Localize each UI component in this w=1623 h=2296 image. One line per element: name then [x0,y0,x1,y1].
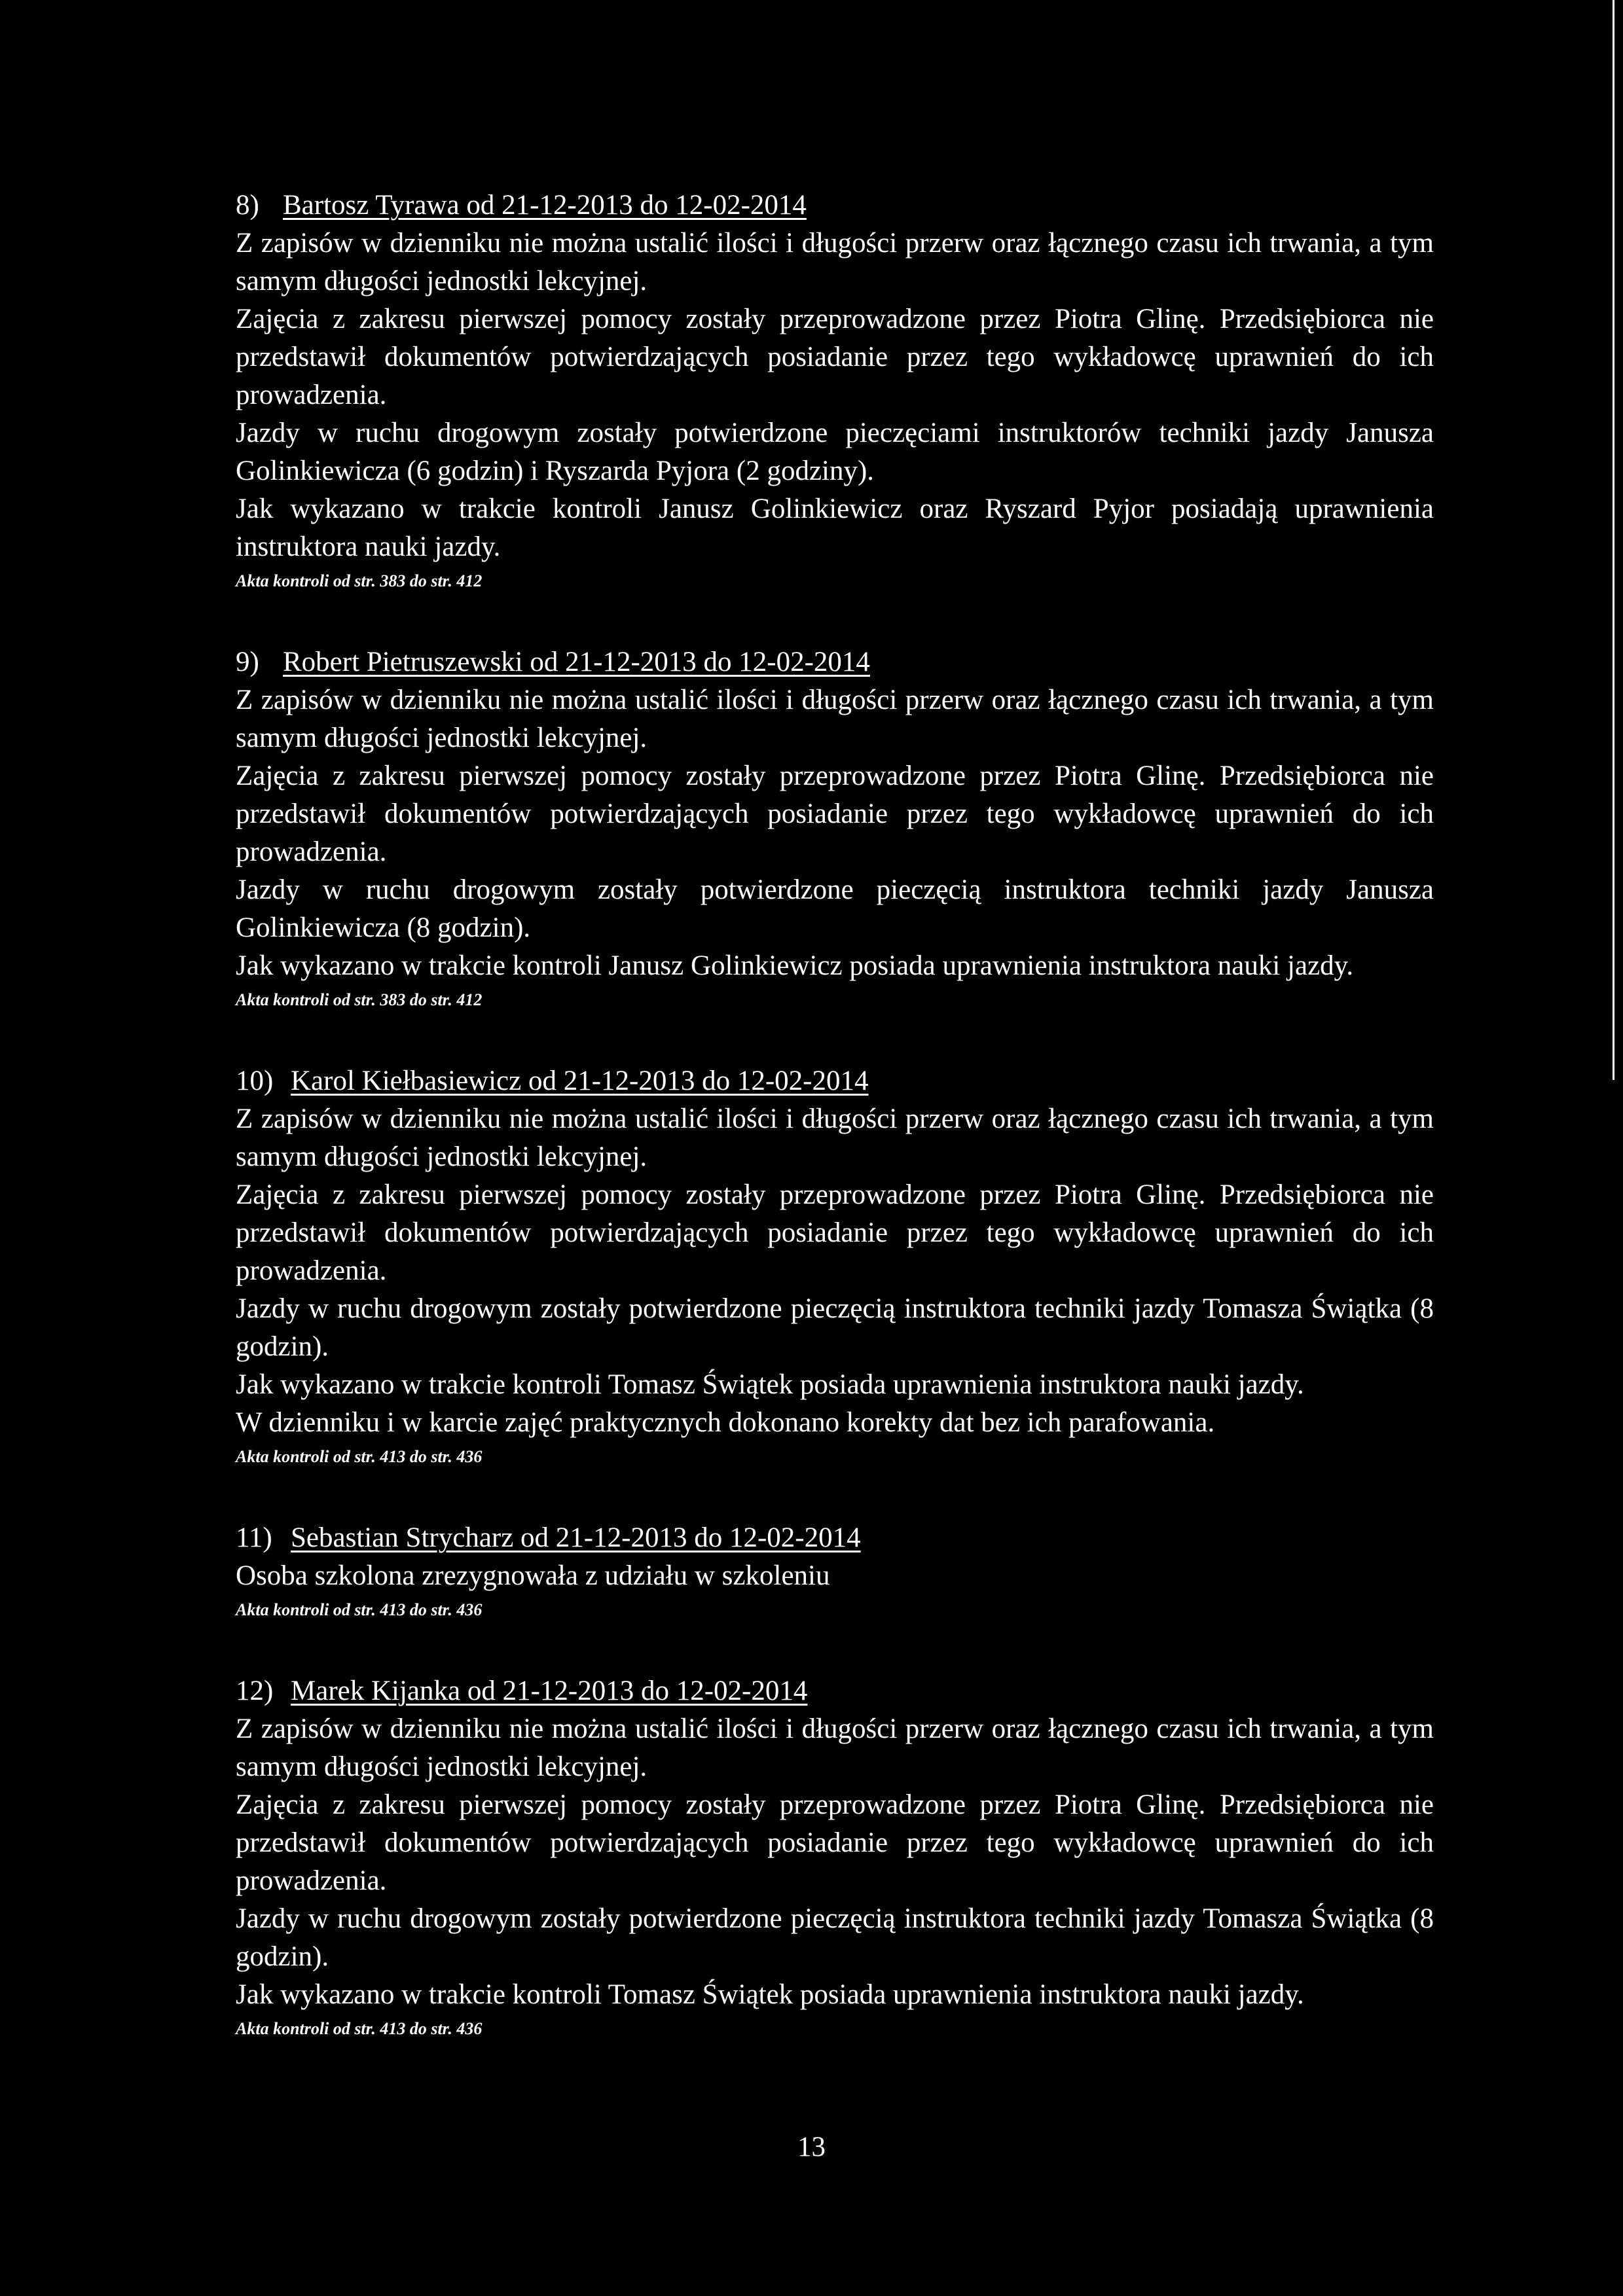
entry-8 [236,187,1434,592]
entry-paragraph: W dzienniku i w karcie zajęć praktycznych dokonano korekty dat bez ich parafowania. [236,1407,1215,1438]
entry-9 [236,643,1434,1011]
entry-paragraph: Zajęcia z zakresu pierwszej pomocy zostały przeprowadzone przez Piotra Glinę. Przedsiębiorca nie przedstawił dokumentów potwierdzających posiadanie przez tego wykładowcę uprawnień do ich prowadzenia. [236,1789,1434,1896]
page-number: 13 [797,2132,826,2162]
entry-paragraph: Jak wykazano w trakcie kontroli Tomasz Świątek posiada uprawnienia instruktora nauki jazdy. [236,1979,1304,2010]
entry-number: 11) [236,1522,272,1553]
entry-number: 10) [236,1066,274,1096]
page-edge-line [1613,0,1614,1080]
entry-paragraph: Osoba szkolona zrezygnowała z udziału w szkoleniu [236,1560,830,1591]
entry-title: Bartosz Tyrawa od 21-12-2013 do 12-02-2014 [283,190,807,221]
entry-12 [236,1672,1434,2040]
entry-paragraph: Z zapisów w dzienniku nie można ustalić ilości i długości przerw oraz łącznego czasu ich trwania, a tym samym długości jednostki lekcyjnej. [236,1713,1434,1782]
entry-reference: Akta kontroli od str. 413 do str. 436 [236,2019,483,2038]
document-page [236,187,1434,2091]
entry-paragraph: Jazdy w ruchu drogowym zostały potwierdzone pieczęcią instruktora techniki jazdy Tomasza Świątka (8 godzin). [236,1903,1434,1972]
entry-number: 8) [236,190,259,221]
entry-heading [236,1062,1434,1100]
entry-paragraph: Jak wykazano w trakcie kontroli Janusz Golinkiewicz posiada uprawnienia instruktora nauki jazdy. [236,950,1354,981]
entry-heading [236,1519,1434,1557]
entry-title: Sebastian Strycharz od 21-12-2013 do 12-02-2014 [291,1522,861,1553]
entry-heading [236,643,1434,681]
entry-10 [236,1062,1434,1468]
entry-title: Marek Kijanka od 21-12-2013 do 12-02-2014 [291,1676,808,1706]
entry-title: Karol Kiełbasiewicz od 21-12-2013 do 12-02-2014 [291,1066,869,1096]
entry-paragraph: Z zapisów w dzienniku nie można ustalić ilości i długości przerw oraz łącznego czasu ich trwania, a tym samym długości jednostki lekcyjnej. [236,1103,1434,1172]
entry-11 [236,1519,1434,1621]
entry-paragraph: Jazdy w ruchu drogowym zostały potwierdzone pieczęcią instruktora techniki jazdy Tomasza Świątka (8 godzin). [236,1293,1434,1362]
entry-number: 12) [236,1676,274,1706]
entry-number: 9) [236,647,259,677]
entry-paragraph: Z zapisów w dzienniku nie można ustalić ilości i długości przerw oraz łącznego czasu ich trwania, a tym samym długości jednostki lekcyjnej. [236,685,1434,753]
entry-reference: Akta kontroli od str. 413 do str. 436 [236,1600,483,1619]
entry-paragraph: Zajęcia z zakresu pierwszej pomocy zostały przeprowadzone przez Piotra Glinę. Przedsiębiorca nie przedstawił dokumentów potwierdzających posiadanie przez tego wykładowcę uprawnień do ich prowadzenia. [236,1179,1434,1286]
entry-paragraph: Jazdy w ruchu drogowym zostały potwierdzone pieczęciami instruktorów techniki jazdy Janusza Golinkiewicza (6 godzin) i Ryszarda Pyjora (2 godziny). [236,418,1434,486]
entry-heading [236,187,1434,224]
entry-title: Robert Pietruszewski od 21-12-2013 do 12-02-2014 [283,647,870,677]
entry-reference: Akta kontroli od str. 383 do str. 412 [236,571,483,590]
entry-paragraph: Zajęcia z zakresu pierwszej pomocy zostały przeprowadzone przez Piotra Glinę. Przedsiębiorca nie przedstawił dokumentów potwierdzających posiadanie przez tego wykładowcę uprawnień do ich prowadzenia. [236,761,1434,867]
entry-reference: Akta kontroli od str. 383 do str. 412 [236,990,483,1009]
entry-paragraph: Jak wykazano w trakcie kontroli Tomasz Świątek posiada uprawnienia instruktora nauki jazdy. [236,1369,1304,1400]
entry-paragraph: Zajęcia z zakresu pierwszej pomocy zostały przeprowadzone przez Piotra Glinę. Przedsiębiorca nie przedstawił dokumentów potwierdzających posiadanie przez tego wykładowcę uprawnień do ich prowadzenia. [236,304,1434,410]
entry-paragraph: Jak wykazano w trakcie kontroli Janusz Golinkiewicz oraz Ryszard Pyjor posiadają uprawnienia instruktora nauki jazdy. [236,493,1434,562]
entry-reference: Akta kontroli od str. 413 do str. 436 [236,1447,483,1466]
entry-paragraph: Z zapisów w dzienniku nie można ustalić ilości i długości przerw oraz łącznego czasu ich trwania, a tym samym długości jednostki lekcyjnej. [236,228,1434,296]
entry-heading [236,1672,1434,1710]
entry-paragraph: Jazdy w ruchu drogowym zostały potwierdzone pieczęcią instruktora techniki jazdy Janusza Golinkiewicza (8 godzin). [236,874,1434,943]
